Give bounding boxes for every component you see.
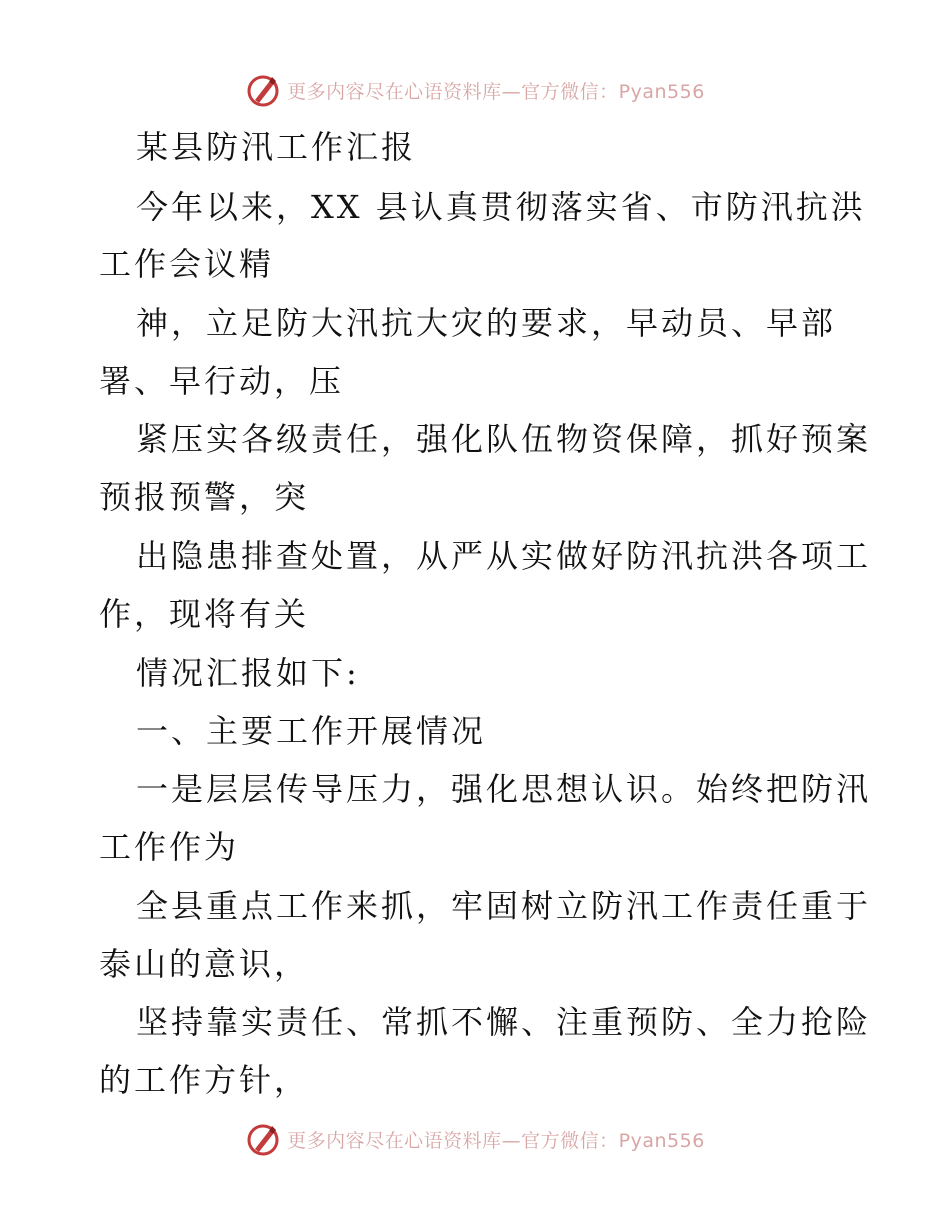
text-line: 工作会议精 [99, 245, 275, 283]
watermark-text: 更多内容尽在心语资料库—官方微信：Pyan556 [287, 80, 705, 103]
header-watermark [0, 70, 950, 110]
text-line: 坚持靠实责任、常抓不懈、注重预防、全力抢险 [136, 1003, 872, 1041]
text-line: 紧压实各级责任，强化队伍物资保障，抓好预案 [136, 420, 872, 458]
text-line: 署、早行动，压 [99, 362, 345, 400]
pen-logo-icon [245, 1121, 281, 1157]
text-line: 全县重点工作来抓，牢固树立防汛工作责任重于 [136, 887, 872, 925]
text-line: 作，现将有关 [99, 595, 310, 633]
text-line: 泰山的意识， [99, 945, 310, 983]
watermark-text: 更多内容尽在心语资料库—官方微信：Pyan556 [287, 1129, 705, 1152]
text-line: 一是层层传导压力，强化思想认识。始终把防汛 [136, 770, 872, 808]
text-line: 的工作方针， [99, 1061, 310, 1099]
text-line: 神，立足防大汛抗大灾的要求，早动员、早部 [136, 304, 837, 342]
text-line: 情况汇报如下: [136, 654, 360, 692]
document-title: 某县防汛工作汇报 [136, 128, 417, 166]
pen-logo-icon [245, 72, 281, 108]
footer-watermark [0, 1119, 950, 1159]
text-line: 今年以来，XX 县认真贯彻落实省、市防汛抗洪 [136, 188, 866, 226]
section-heading: 一、主要工作开展情况 [136, 712, 487, 750]
text-line: 工作作为 [99, 828, 240, 866]
text-line: 出隐患排查处置，从严从实做好防汛抗洪各项工 [136, 537, 872, 575]
text-line: 预报预警，突 [99, 478, 310, 516]
